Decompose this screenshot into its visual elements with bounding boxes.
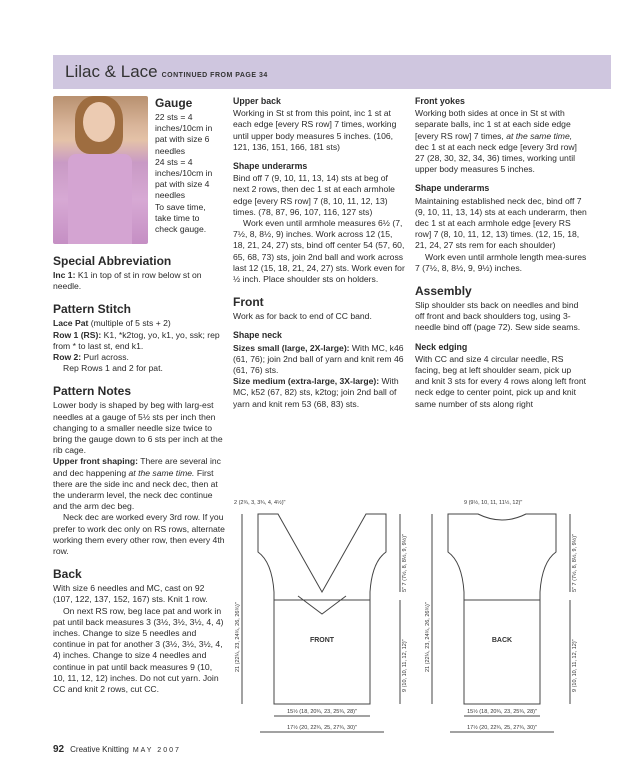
- gauge-line: needles: [155, 145, 186, 156]
- shape-under-p2: Work even until armhole measures 6½ (7, 7½, 8, 8½, 9) inches. Work across 12 (15, 18, 21, 24, 27) sts, bind off center 54 (57, 60, 65, 68, 73) sts, join 2nd ball and work across last 12 (15, 18, 21, 24, 27) sts. Work even for ½ inch. Place shoulder sts on holders.: [233, 218, 405, 285]
- lace-label: Lace Pat: [53, 318, 89, 329]
- gauge-line: 22 sts = 4: [155, 112, 193, 122]
- lace-text: (multiple of 5 sts + 2): [88, 318, 171, 329]
- front-yokes-heading: Front yokes: [415, 96, 465, 106]
- back-top-label: 9 (9½, 10, 11, 11½, 12)": [464, 500, 523, 506]
- small-label: Sizes small (large, 2X-large):: [233, 342, 350, 353]
- upper-back-p1: Working in St st from this point, inc 1 st at each edge [every RS row] 7 times, working until upper body measures 5 inches. (106, 121, 136, 151, 166, 181 sts): [233, 108, 397, 152]
- back-p2: On next RS row, beg lace pat and work in pat until back measures 3 (3½, 3½, 3½, 4, 4) inches. Change to size 5 needles and continue in pat for another 3 (3½, 3½, 3½, 4, 4) inches. Change to size 4 needles and continue in pat until back measures 9 (10, 10, 11, 12, 12) inches. Do not cut yarn. Join CC and knit 2 rows, cut CC.: [53, 605, 224, 695]
- front-p1: Work as for back to end of CC band.: [233, 311, 372, 322]
- shape-neck-heading: Shape neck: [233, 330, 282, 341]
- assembly-heading: Assembly: [415, 284, 472, 299]
- upper-front-em: at the same time.: [128, 467, 195, 478]
- gauge-line: To save time,: [155, 201, 206, 212]
- gauge-line: pat with size 4: [155, 179, 210, 190]
- special-heading: Special Abbreviation: [53, 254, 172, 268]
- row2-label: Row 2:: [53, 352, 82, 363]
- small-text: With MC, k46 (61, 76); join 2nd ball of yarn and knit rem 46 (61, 76) sts.: [233, 342, 404, 376]
- front-outline: [258, 514, 386, 704]
- medium-text: With MC, k52 (67, 82) sts, k2tog; join 2nd ball of yarn and knit rem 53 (68, 83) sts.: [233, 376, 399, 409]
- issue-month: MAY 2007: [132, 747, 181, 754]
- back-bottom1-label: 15½ (18, 20¾, 23, 25¾, 28)": [467, 709, 537, 715]
- front-yokes-p1b: dec 1 st at each neck edge [every 3rd row] 27 (28, 30, 32, 34, 36) times, working until upper body measures 5 inches.: [415, 141, 577, 175]
- back-right-top-label: 5" 7 (7½, 8, 8½, 9, 9½)": [572, 533, 578, 592]
- page-footer: [53, 744, 181, 755]
- notes-p1: Lower body is shaped by beg with larg-est needles at a gauge of 5½ sts per inch then changing to a smaller needle size twice to bring the gauge down to 6 sts per inch at the rib cage.: [53, 400, 223, 456]
- medium-label: Size medium (extra-large, 3X-large):: [233, 376, 380, 387]
- gauge-line: inches/10cm in: [155, 168, 213, 179]
- shape-under2-heading: Shape underarms: [415, 183, 490, 194]
- model-photo: [53, 96, 148, 244]
- left-column: [53, 244, 225, 695]
- pattern-heading: Pattern Stitch: [53, 302, 132, 317]
- middle-column: [233, 96, 405, 410]
- gauge-line: needles: [155, 190, 186, 201]
- upper-front-text2: First there are the side inc and neck dec, then at the underarm level, the neck dec continue and the arm dec beg.: [53, 467, 218, 512]
- right-column: [415, 96, 587, 410]
- front-left-label: 21 (22¼, 23, 24¾, 26, 26¾)": [235, 602, 241, 672]
- section-banner: [53, 55, 611, 89]
- shape-under2-p2: Work even until armhole length mea-sures 7 (7½, 8, 8½, 9, 9½) inches.: [415, 251, 587, 273]
- front-label: FRONT: [309, 637, 335, 644]
- back-right-bot-label: 9 (10, 10, 11, 12, 12)": [572, 639, 578, 692]
- gauge-line: take time to: [155, 212, 200, 223]
- neck-edging-heading: Neck edging: [415, 341, 468, 352]
- upper-front-text: There are several inc and dec happening: [53, 456, 221, 478]
- front-bottom1-label: 15½ (18, 20¾, 23, 25¾, 28)": [287, 709, 357, 715]
- front-bottom2-label: 17½ (20, 22¾, 25, 27¾, 30)": [287, 725, 357, 731]
- front-top-label: 2 (2¾, 3, 3¾, 4, 4½)": [234, 500, 286, 506]
- front-yokes-p1a: Working both sides at once in St st with separate balls, inc 1 st at each side edge [every RS row] 7 times,: [415, 108, 571, 141]
- shape-under2-p1: Maintaining established neck dec, bind off 7 (9, 10, 11, 13, 14) sts at each underarm, then dec 1 st at each armhole edge [every RS row] 7 (8, 10, 11, 12, 13) times. (12, 15, 18, 21, 24, 27 sts rem for each shoulder): [415, 195, 587, 251]
- back-label: BACK: [491, 637, 513, 644]
- schematic-diagrams: [230, 492, 610, 740]
- back-heading: Back: [53, 567, 82, 582]
- back-outline: [448, 514, 556, 704]
- front-heading: Front: [233, 295, 264, 310]
- banner-continued: CONTINUED FROM PAGE 34: [161, 72, 268, 79]
- front-right-bot-label: 9 (10, 10, 11, 12, 12)": [402, 639, 408, 692]
- gauge-section: [155, 96, 225, 235]
- back-bottom2-label: 17½ (20, 22¾, 25, 27¾, 30)": [467, 725, 537, 731]
- assembly-p1: Slip shoulder sts back on needles and bind off front and back shoulders tog, using 3-needle bind off (page 72). Sew side seams.: [415, 300, 581, 333]
- shape-under-p1: Bind off 7 (9, 10, 11, 13, 14) sts at beg of next 2 rows, then dec 1 st at each armhole edge [every RS row] 7 (8, 10, 11, 12, 13) times. (78, 87, 96, 107, 116, 127 sts): [233, 173, 395, 217]
- row1-text: K1, *k2tog, yo, k1, yo, ssk; rep from * to last st, end k1.: [53, 329, 220, 351]
- page-number: 92: [53, 744, 65, 755]
- front-v-point: [298, 596, 346, 614]
- row2-text: Purl across.: [81, 352, 129, 363]
- gauge-line: inches/10cm in: [155, 123, 213, 134]
- gauge-line: pat with size 6: [155, 134, 210, 145]
- special-text: K1 in top of st in row below st on needle.: [53, 270, 202, 292]
- notes-heading: Pattern Notes: [53, 384, 132, 399]
- front-yokes-em: at the same time,: [506, 130, 573, 141]
- neck-edging-p1: With CC and size 4 circular needle, RS facing, beg at left shoulder seam, pick up and knit 3 sts for every 4 rows along left front neck edge to center point, pick up and knit same number of sts along right: [415, 353, 587, 409]
- row1-label: Row 1 (RS):: [53, 329, 102, 340]
- notes-p2: Neck dec are worked every 3rd row. If you prefer to work dec only on RS rows, alternate working them every other row, then every 4th row.: [53, 512, 225, 557]
- banner-title: Lilac & Lace: [65, 62, 158, 81]
- front-right-top-label: 5" 7 (7½, 8, 8½, 9, 9½)": [402, 533, 408, 592]
- upper-back-heading: Upper back: [233, 96, 281, 106]
- magazine-name: Creative Knitting: [70, 745, 129, 754]
- back-left-label: 21 (22¼, 23, 24¾, 26, 26¾)": [425, 602, 431, 672]
- gauge-line: 24 sts = 4: [155, 156, 193, 167]
- gauge-line: check gauge.: [155, 224, 207, 235]
- shape-under-heading: Shape underarms: [233, 161, 308, 172]
- upper-front-label: Upper front shaping:: [53, 456, 138, 467]
- special-label: Inc 1:: [53, 270, 76, 280]
- rep-text: Rep Rows 1 and 2 for pat.: [63, 363, 163, 374]
- gauge-heading: Gauge: [155, 96, 193, 110]
- back-p1: With size 6 needles and MC, cast on 92 (107, 122, 137, 152, 167) sts. Knit 1 row.: [53, 583, 208, 605]
